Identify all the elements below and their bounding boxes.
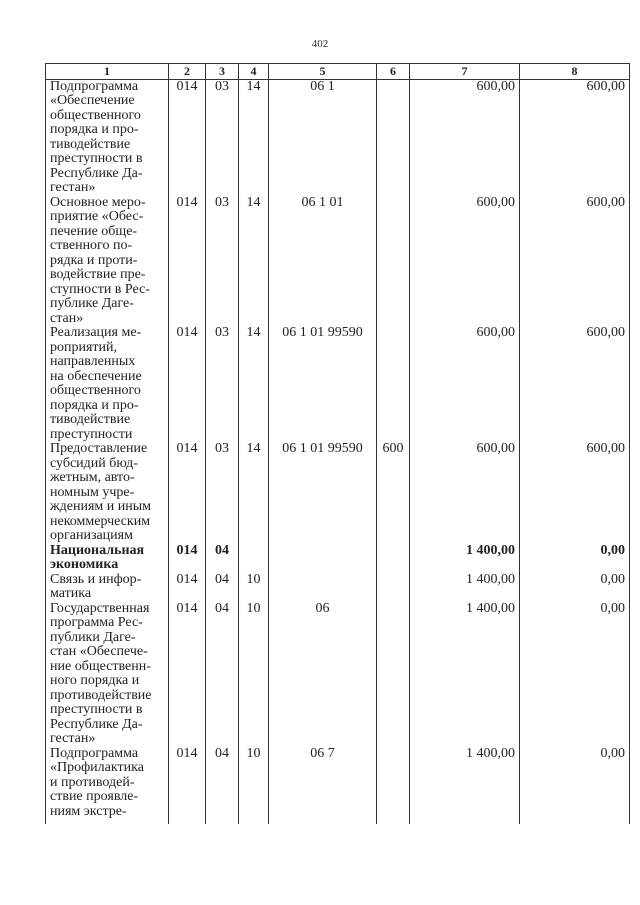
table-row (46, 573, 630, 602)
cell-col-5: 06 1 (269, 79, 377, 196)
cell-col-4: 10 (239, 747, 269, 824)
cell-col-3: 04 (206, 602, 239, 747)
cell-col-8: 0,00 (520, 573, 630, 602)
cell-col-6 (377, 544, 410, 573)
column-header-7: 7 (410, 64, 520, 80)
cell-col-5 (269, 544, 377, 573)
table-row (46, 544, 630, 573)
row-description (46, 602, 169, 747)
description-line: ниям экстре- (50, 803, 127, 819)
description-line: противодействие (50, 687, 152, 703)
description-line: ствие проявле- (50, 789, 139, 804)
description-line: Национальная (50, 542, 145, 558)
description-line: ние общественн- (50, 658, 151, 674)
cell-col-2: 014 (169, 602, 206, 747)
column-header-1: 1 (46, 64, 169, 80)
column-header-8: 8 (520, 64, 630, 80)
column-header-6: 6 (377, 64, 410, 80)
cell-col-6 (377, 747, 410, 824)
cell-col-3: 04 (206, 544, 239, 573)
description-line: некоммерческим (50, 513, 151, 529)
cell-col-6 (377, 326, 410, 442)
cell-col-7: 600,00 (410, 79, 520, 196)
description-line: приятие «Обес- (50, 209, 144, 224)
cell-col-2: 014 (169, 79, 206, 196)
cell-col-6 (377, 573, 410, 602)
description-line: ступности в Рес- (50, 281, 150, 297)
description-line: Подпрограмма (50, 78, 139, 94)
description-line: «Профилактика (50, 760, 144, 775)
cell-col-8: 0,00 (520, 602, 630, 747)
cell-col-2: 014 (169, 326, 206, 442)
description-line: на обеспечение (50, 368, 142, 384)
description-line: стан» (50, 310, 84, 326)
cell-col-8: 600,00 (520, 326, 630, 442)
cell-col-8: 600,00 (520, 442, 630, 544)
cell-col-5: 06 7 (269, 747, 377, 824)
description-line: Реализация ме- (50, 325, 142, 340)
column-header-4: 4 (239, 64, 269, 80)
description-line: порядка и про- (50, 397, 139, 413)
description-line: общественного (50, 383, 141, 398)
table-row (46, 196, 630, 327)
description-line: Государственная (50, 600, 150, 616)
cell-col-4: 14 (239, 442, 269, 544)
row-description (46, 442, 169, 544)
description-line: публике Даге- (50, 296, 134, 311)
description-line: гестан» (50, 180, 96, 195)
cell-col-2: 014 (169, 544, 206, 573)
row-description (46, 79, 169, 196)
table-row (46, 442, 630, 544)
description-line: Республике Да- (50, 165, 143, 181)
cell-col-8: 0,00 (520, 747, 630, 824)
description-line: тиводействие (50, 412, 131, 427)
cell-col-7: 1 400,00 (410, 747, 520, 824)
row-description (46, 573, 169, 602)
cell-col-7: 600,00 (410, 442, 520, 544)
cell-col-4 (239, 544, 269, 573)
description-line: стан «Обеспече- (50, 644, 148, 659)
description-line: гестан» (50, 731, 96, 746)
description-line: «Обеспечение (50, 93, 135, 108)
description-line: водействие пре- (50, 267, 146, 282)
description-line: Подпрограмма (50, 745, 139, 761)
description-line: матика (50, 586, 92, 601)
description-line: направленных (50, 354, 136, 369)
description-line: номным учре- (50, 484, 135, 500)
cell-col-3: 04 (206, 573, 239, 602)
description-line: преступности в (50, 702, 143, 717)
cell-col-3: 04 (206, 747, 239, 824)
column-header-2: 2 (169, 64, 206, 80)
row-description (46, 326, 169, 442)
description-line: ждениям и иным (50, 499, 152, 514)
cell-col-3: 03 (206, 326, 239, 442)
description-line: и противодей- (50, 774, 135, 790)
description-line: роприятий, (50, 339, 118, 355)
description-line: Республике Да- (50, 716, 143, 732)
description-line: программа Рес- (50, 615, 143, 630)
description-line: тиводействие (50, 136, 131, 152)
cell-col-7: 600,00 (410, 326, 520, 442)
row-description (46, 747, 169, 824)
cell-col-8: 0,00 (520, 544, 630, 573)
cell-col-6 (377, 79, 410, 196)
cell-col-5: 06 1 01 (269, 196, 377, 327)
description-line: публики Даге- (50, 629, 136, 645)
description-line: преступности (50, 426, 133, 442)
description-line: жетным, авто- (50, 470, 135, 485)
cell-col-6: 600 (377, 442, 410, 544)
page-number: 402 (311, 38, 329, 50)
cell-col-8: 600,00 (520, 79, 630, 196)
cell-col-7: 1 400,00 (410, 573, 520, 602)
cell-col-6 (377, 602, 410, 747)
row-description (46, 196, 169, 327)
cell-col-2: 014 (169, 747, 206, 824)
cell-col-3: 03 (206, 79, 239, 196)
table-row (46, 747, 630, 824)
table-row (46, 326, 630, 442)
header-row (46, 64, 630, 80)
table-body (46, 79, 630, 824)
table-row (46, 79, 630, 196)
row-description (46, 544, 169, 573)
description-line: субсидий бюд- (50, 455, 138, 471)
cell-col-5 (269, 573, 377, 602)
cell-col-4: 10 (239, 602, 269, 747)
cell-col-7: 1 400,00 (410, 544, 520, 573)
description-line: Основное меро- (50, 194, 146, 210)
cell-col-4: 14 (239, 326, 269, 442)
description-line: рядка и проти- (50, 252, 138, 268)
description-line: порядка и про- (50, 122, 139, 137)
description-line: Предоставление (50, 441, 148, 456)
description-line: ного порядка и (50, 673, 140, 688)
description-line: экономика (50, 557, 119, 572)
cell-col-4: 10 (239, 573, 269, 602)
table-row (46, 602, 630, 747)
cell-col-4: 14 (239, 196, 269, 327)
cell-col-5: 06 1 01 99590 (269, 326, 377, 442)
cell-col-7: 600,00 (410, 196, 520, 327)
cell-col-2: 014 (169, 573, 206, 602)
cell-col-5: 06 1 01 99590 (269, 442, 377, 544)
cell-col-6 (377, 196, 410, 327)
cell-col-7: 1 400,00 (410, 602, 520, 747)
description-line: организациям (50, 528, 133, 543)
column-header-3: 3 (206, 64, 239, 80)
description-line: преступности в (50, 151, 143, 166)
cell-col-3: 03 (206, 442, 239, 544)
cell-col-5: 06 (269, 602, 377, 747)
description-line: ственного по- (50, 238, 133, 253)
cell-col-4: 14 (239, 79, 269, 196)
description-line: общественного (50, 107, 141, 123)
cell-col-2: 014 (169, 196, 206, 327)
description-line: Связь и инфор- (50, 571, 142, 587)
budget-table (45, 63, 630, 824)
column-header-5: 5 (269, 64, 377, 80)
cell-col-3: 03 (206, 196, 239, 327)
description-line: печение обще- (50, 223, 138, 239)
cell-col-8: 600,00 (520, 196, 630, 327)
cell-col-2: 014 (169, 442, 206, 544)
